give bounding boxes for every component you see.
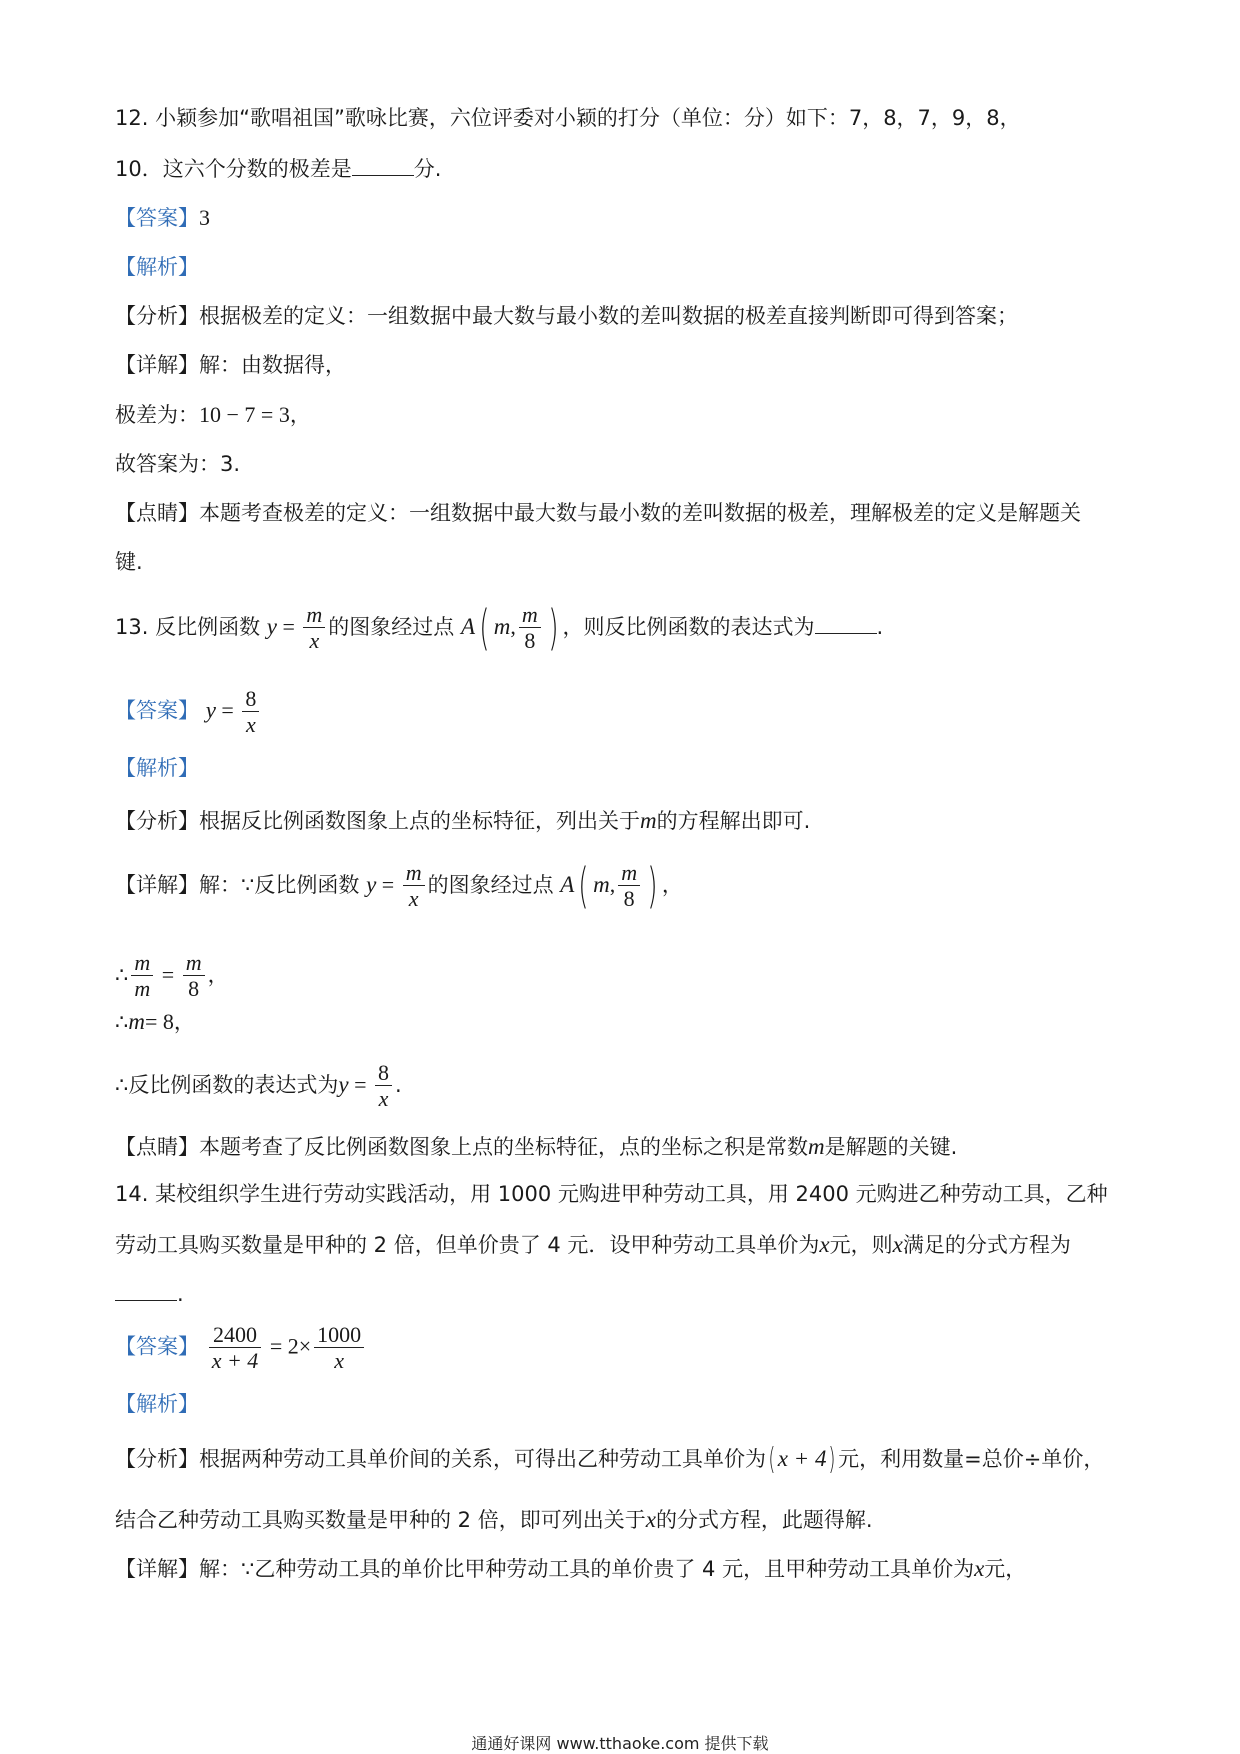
q12-stem-line1: 12. 小颖参加“歌唱祖国”歌咏比赛，六位评委对小颖的打分（单位：分）如下：7，8，7，9，8， bbox=[115, 106, 1021, 130]
answer-blank bbox=[815, 615, 877, 634]
fraction-2400-over-x-plus-4: $\frac{2400}{x + 4}$ bbox=[209, 1322, 262, 1374]
q12-step-range: 极差为：10 − 7 = 3， bbox=[115, 402, 311, 427]
q12-conclusion: 故答案为：3. bbox=[115, 452, 241, 476]
fraction-m-over-8: $\frac{m}{8}$ bbox=[618, 860, 640, 912]
q14-stem-line3: . bbox=[115, 1282, 184, 1305]
q14-stem-line2: 劳动工具购买数量是甲种的 2 倍，但单价贵了 4 元．设甲种劳动工具单价为x元，则x满足的分式方程为 bbox=[115, 1232, 1071, 1257]
q12-answer: 【答案】3 bbox=[115, 205, 210, 230]
q12-analysis: 【分析】根据极差的定义：一组数据中最大数与最小数的差叫数据的极差直接判断即可得到答案； bbox=[115, 304, 1018, 328]
q14-answer: 【答案】 $\frac{2400}{x + 4}$ = 2× $\frac{1000}{x}$ bbox=[115, 1322, 367, 1374]
fraction-8-over-x: $\frac{8}{x}$ bbox=[375, 1060, 392, 1112]
left-paren: ( bbox=[479, 599, 490, 656]
answer-blank bbox=[352, 157, 414, 176]
q13-jiexi-label: 【解析】 bbox=[115, 756, 199, 780]
q12-comment-line2: 键. bbox=[115, 550, 143, 574]
q13-step-m-value: ∴m= 8， bbox=[115, 1009, 195, 1034]
q14-detail: 【详解】解：∵乙种劳动工具的单价比甲种劳动工具的单价贵了 4 元，且甲种劳动工具单价为x元， bbox=[115, 1556, 1027, 1581]
q13-analysis: 【分析】根据反比例函数图象上点的坐标特征，列出关于m的方程解出即可. bbox=[115, 808, 811, 833]
q12-stem-line2: 10．这六个分数的极差是 分. bbox=[115, 157, 442, 181]
fraction-m-over-8: $\frac{m}{8}$ bbox=[183, 950, 205, 1002]
q14-analysis-line1: 【分析】根据两种劳动工具单价间的关系，可得出乙种劳动工具单价为( x + 4) 元，利用数量=总价÷单价， bbox=[115, 1442, 1105, 1477]
q13-step-equation: ∴ $\frac{m}{m}$ = $\frac{m}{8}$ ， bbox=[115, 950, 229, 1002]
q14-jiexi-label: 【解析】 bbox=[115, 1392, 199, 1416]
q14-stem-line1: 14. 某校组织学生进行劳动实践活动，用 1000 元购进甲种劳动工具，用 2400 元购进乙种劳动工具，乙种 bbox=[115, 1182, 1108, 1206]
q14-analysis-line2: 结合乙种劳动工具购买数量是甲种的 2 倍，即可列出关于x的分式方程，此题得解. bbox=[115, 1507, 873, 1532]
q13-detail: 【详解】解：∵反比例函数 y = $\frac{m}{x}$ 的图象经过点 A( m, $\frac{m}{8}$ ) ， bbox=[115, 857, 683, 914]
right-paren: ) bbox=[548, 599, 559, 656]
fraction-m-over-m: $\frac{m}{m}$ bbox=[131, 950, 153, 1002]
q12-detail: 【详解】解：由数据得， bbox=[115, 353, 346, 377]
left-paren: ( bbox=[578, 857, 589, 914]
q13-stem: 13. 反比例函数 y = $\frac{m}{x}$ 的图象经过点 A( m, $\frac{m}{8}$ ) ，则反比例函数的表达式为 . bbox=[115, 599, 884, 656]
fraction-m-over-x: $\frac{m}{x}$ bbox=[403, 860, 425, 912]
fraction-m-over-x: $\frac{m}{x}$ bbox=[303, 602, 325, 654]
q13-answer: 【答案】 y = $\frac{8}{x}$ bbox=[115, 686, 262, 738]
answer-blank bbox=[115, 1282, 177, 1301]
q12-jiexi-label: 【解析】 bbox=[115, 255, 199, 279]
page-footer: 通通好课网 www.tthaoke.com 提供下载 bbox=[471, 1734, 769, 1753]
q13-comment: 【点睛】本题考查了反比例函数图象上点的坐标特征，点的坐标之积是常数m是解题的关键. bbox=[115, 1134, 958, 1159]
fraction-1000-over-x: $\frac{1000}{x}$ bbox=[314, 1322, 364, 1374]
fraction-m-over-8: $\frac{m}{8}$ bbox=[519, 602, 541, 654]
right-paren: ) bbox=[647, 857, 658, 914]
q12-comment-line1: 【点睛】本题考查极差的定义：一组数据中最大数与最小数的差叫数据的极差，理解极差的定义是解题关 bbox=[115, 501, 1081, 525]
q13-final: ∴反比例函数的表达式为y = $\frac{8}{x}$ . bbox=[115, 1060, 402, 1112]
fraction-8-over-x: $\frac{8}{x}$ bbox=[242, 686, 259, 738]
